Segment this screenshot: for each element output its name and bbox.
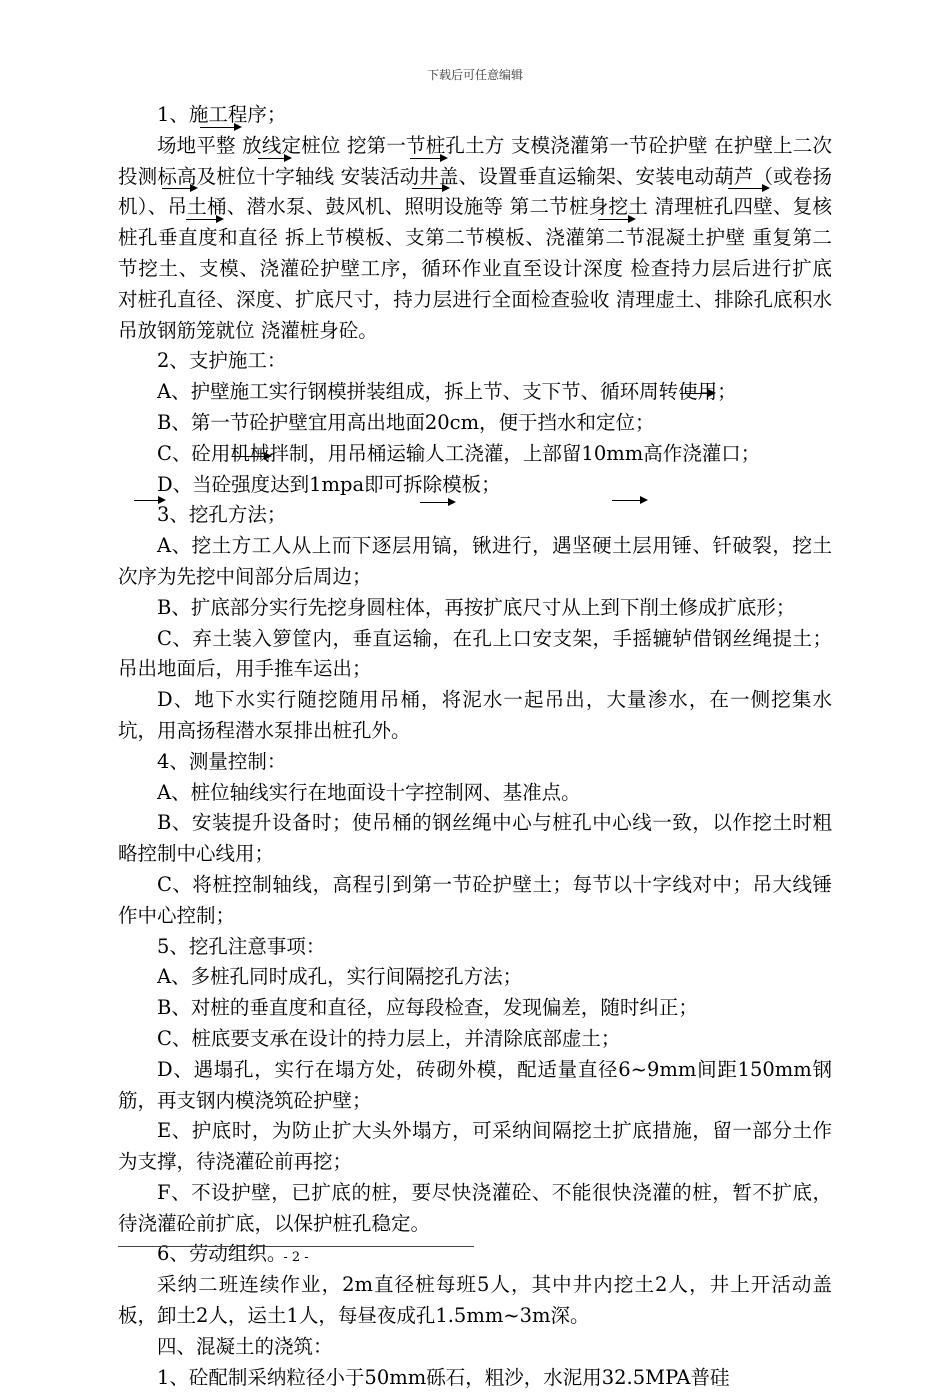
flow-arrow-icon [134,500,164,501]
paragraph: 1、砼配制采纳粒径小于50mm砾石，粗沙，水泥用32.5MPA普硅 [157,1365,730,1389]
paragraph: A、护壁施工实行钢模拼装组成，拆上节、支下节、循环周转使用； [157,380,737,404]
paragraph: D、遇塌孔，实行在塌方处，砖砌外模，配适量直径6~9mm间距150mm钢筋，再支钢内模浇筑砼护壁； [118,1057,832,1112]
page-header: 下载后可任意编辑 [426,68,523,82]
paragraph: F、不设护壁，已扩底的桩，要尽快浇灌砼、不能很快浇灌的桩，暂不扩底，待浇灌砼前扩底，以保护桩孔稳定。 [118,1180,832,1235]
paragraph: C、桩底要支承在设计的持力层上，并清除底部虚土； [157,1026,621,1050]
flow-arrow-icon [612,500,646,501]
flow-arrow-icon [200,127,240,128]
paragraph: 四、混凝土的浇筑： [157,1334,333,1358]
paragraph: 6、劳动组织。 [157,1242,287,1266]
flow-arrow-icon [420,502,454,503]
paragraph: E、护底时，为防止扩大头外塌方，可采纳间隔挖土扩底措施，留一部分土作为支撑，待浇灌砼前再挖； [118,1119,832,1174]
flow-arrow-icon [412,188,448,189]
paragraph: 1、施工程序； [157,103,287,126]
footer-divider [118,1246,474,1247]
flow-arrow-icon [598,219,634,220]
paragraph: 4、测量控制： [157,749,287,773]
paragraph: A、挖土方工人从上而下逐层用镐，锹进行，遇坚硬土层用锤、钎破裂，挖土次序为先挖中间部分后周边； [118,534,832,588]
paragraph: A、桩位轴线实行在地面设十字控制网、基准点。 [157,780,581,804]
paragraph: 场地平整 放线定桩位 挖第一节桩孔土方 支模浇灌第一节砼护壁 在护壁上二次投测标高及桩位十字轴线 安装活动井盖、设置垂直运输架、安装电动葫芦（或卷扬机）、吊土桶、潜水泵、鼓风机、照明设施等 第二节桩身挖土 清理桩孔四壁、复核桩孔垂直度和直径 拆上节模板、支第二节模板、浇灌第二节混凝土护壁 重复第二节挖土、支模、浇灌砼护壁工序，循环作业直至设计深度 检查持力层后进行扩底 对桩孔直径、深度、扩底尺寸，持力层进行全面检查验收 清理虚土、排除孔底积水 吊放钢筋笼就位 浇灌桩身砼。 [118,133,832,342]
flow-arrow-icon [728,188,768,189]
paragraph: 3、挖孔方法； [157,503,287,527]
flow-arrow-icon [410,158,446,159]
paragraph: 采纳二班连续作业，2m直径桩每班5人，其中井内挖土2人，井上开活动盖板，卸土2人，运土1人，每昼夜成孔1.5mm~3m深。 [118,1273,832,1328]
flow-arrow-icon [232,456,270,457]
paragraph: 5、挖孔注意事项： [157,934,326,958]
paragraph: D、当砼强度达到1mpa即可拆除模板； [157,472,501,496]
page-number: - 2 - [283,1250,309,1265]
flow-arrow-icon [186,219,222,220]
paragraph: B、扩底部分实行先挖身圆柱体，再按扩底尺寸从上到下削土修成扩底形； [157,595,796,619]
paragraph: C、将桩控制轴线，高程引到第一节砼护壁土；每节以十字线对中；吊大线锤作中心控制； [118,872,832,927]
flow-arrow-icon [680,393,714,394]
document-body [118,100,832,1393]
paragraph: D、地下水实行随挖随用吊桶，将泥水一起吊出，大量渗水，在一侧挖集水坑，用高扬程潜水泵排出桩孔外。 [118,688,832,742]
paragraph: B、对桩的垂直度和直径，应每段检查，发现偏差，随时纠正； [157,996,698,1020]
flow-arrow-icon [258,158,290,159]
paragraph: A、多桩孔同时成孔，实行间隔挖孔方法； [157,965,523,989]
flow-arrow-icon [162,188,196,189]
paragraph: B、安装提升设备时；使吊桶的钢丝绳中心与桩孔中心线一致，以作挖土时粗略控制中心线用； [118,811,832,866]
paragraph: C、砼用机械拌制，用吊桶运输人工浇灌，上部留10mm高作浇灌口； [157,441,761,465]
paragraph: C、弃土装入箩筐内，垂直运输，在孔上口安支架，手摇辘轳借钢丝绳提土；吊出地面后，用手推车运出； [118,626,832,681]
paragraph: B、第一节砼护壁宜用高出地面20cm，便于挡水和定位； [157,410,655,434]
paragraph: 2、支护施工： [157,349,287,373]
